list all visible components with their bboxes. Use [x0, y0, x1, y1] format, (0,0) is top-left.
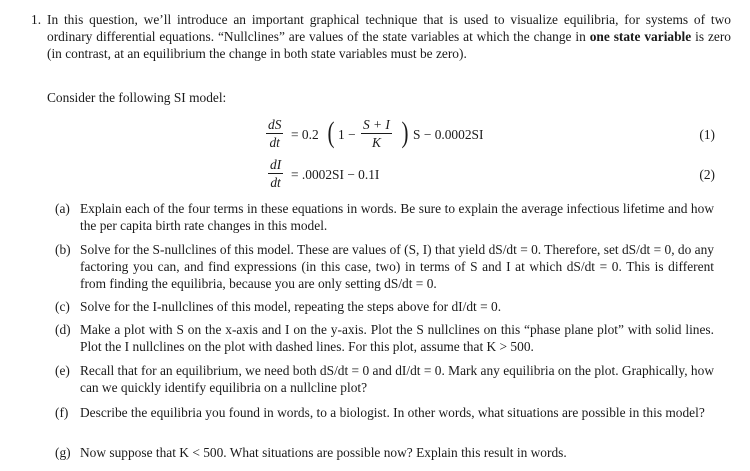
- eq1-label: (1): [699, 127, 715, 142]
- eq2-label: (2): [699, 167, 715, 182]
- equation-1: [0, 116, 750, 152]
- eq1-coefficient: = 0.2: [291, 127, 319, 142]
- sub-question-text: Make a plot with S on the x-axis and I on the y-axis. Plot the S nullclines on this “phase plane plot” with solid lines. Plot the I nullclines on the plot with dashed lines. For this plot, assume that K > 500.: [80, 322, 714, 355]
- intro-text-1: In this question, we’ll introduce an important graphical technique that is used to visualize equilibria, for systems of two ordinary differential equations. “Nullclines” are values of the state variables at which the change in: [47, 12, 731, 45]
- sub-question-label: (a): [55, 201, 70, 216]
- sub-question-text: Solve for the S-nullclines of this model. These are values of (S, I) that yield dS/dt = 0. Therefore, set dS/dt = 0, do any factoring you can, and find expressions (in this case, two) in terms of S and I at which dS/dt = 0. This is different from finding the equilibria, because you are only setting dS/dt = 0.: [80, 242, 714, 292]
- equation-2: [0, 156, 750, 192]
- eq1-inner-denominator: K: [361, 133, 392, 151]
- eq1-left-paren: (: [327, 116, 335, 149]
- sub-question-text: Now suppose that K < 500. What situations are possible now? Explain this result in words.: [80, 445, 567, 460]
- problem-intro: [47, 11, 731, 63]
- model-intro: Consider the following SI model:: [47, 90, 227, 105]
- eq1-inner-fraction: [361, 116, 392, 151]
- eq1-lhs-denominator: dt: [266, 133, 283, 151]
- eq1-lhs-fraction: [266, 116, 283, 151]
- eq2-lhs-denominator: dt: [268, 173, 283, 191]
- sub-question-text: Describe the equilibria you found in words, to a biologist. In other words, what situations are possible in this model?: [80, 405, 705, 420]
- sub-question-label: (e): [55, 363, 70, 378]
- intro-emphasis: one state variable: [589, 29, 692, 45]
- eq2-lhs-fraction: [268, 156, 283, 191]
- sub-question-label: (b): [55, 242, 71, 257]
- intro-text-2: is zero (in contrast, at an equilibrium the change in both state variables must be zero).: [47, 29, 731, 62]
- eq1-inner-numerator: S + I: [363, 117, 390, 132]
- problem-number: 1.: [31, 12, 42, 27]
- sub-question-label: (g): [55, 445, 71, 460]
- eq1-rest: S − 0.0002SI: [413, 127, 484, 142]
- eq2-lhs-numerator: dI: [270, 157, 282, 172]
- sub-question-label: (d): [55, 322, 71, 337]
- eq1-inner-one: 1 −: [338, 127, 356, 142]
- sub-question-text: Recall that for an equilibrium, we need both dS/dt = 0 and dI/dt = 0. Mark any equilibria on the plot. Graphically, how can we quickly identify equilibria on a nullcline plot?: [80, 363, 714, 396]
- sub-question-text: Explain each of the four terms in these equations in words. Be sure to explain the average infectious lifetime and how the per capita birth rate changes in this model.: [80, 201, 714, 234]
- eq2-rhs: = .0002SI − 0.1I: [291, 167, 380, 182]
- sub-question-label: (c): [55, 299, 70, 314]
- sub-question-text: Solve for the I-nullclines of this model, repeating the steps above for dI/dt = 0.: [80, 299, 502, 314]
- eq1-right-paren: ): [401, 116, 409, 149]
- eq1-lhs-numerator: dS: [268, 117, 282, 132]
- sub-question-label: (f): [55, 405, 69, 420]
